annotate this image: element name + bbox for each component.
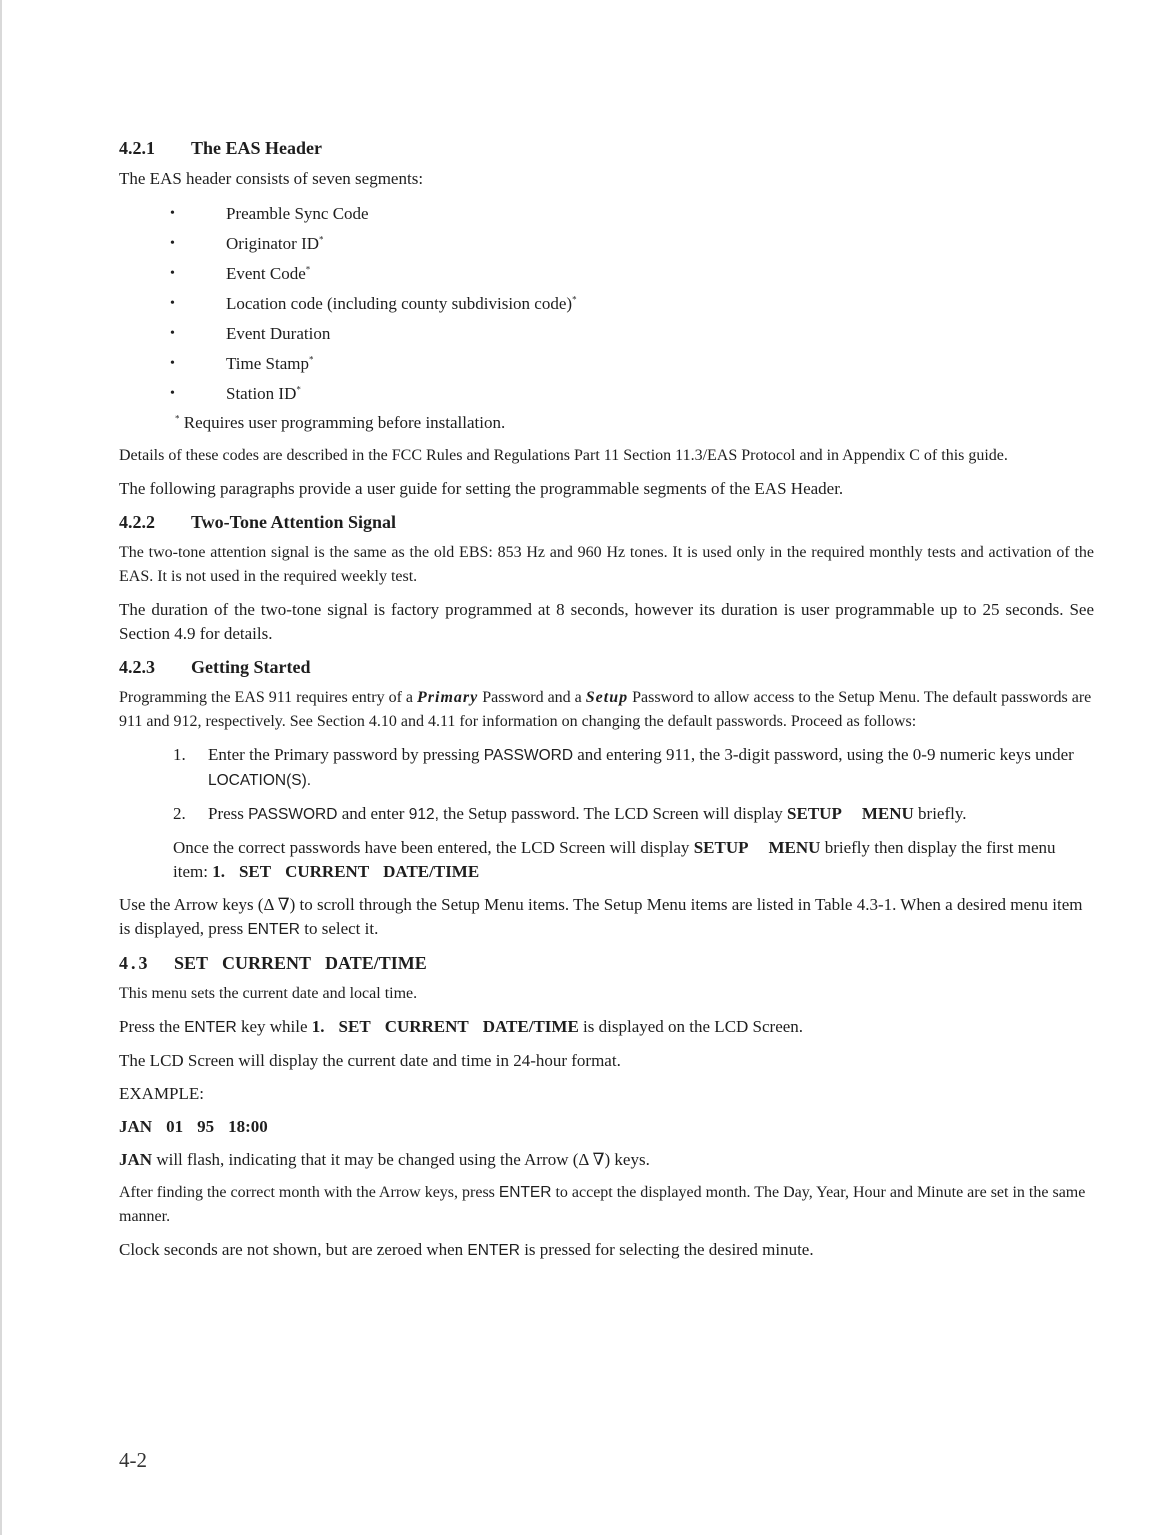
section-heading-4-2-1 — [119, 136, 1094, 160]
bullet-icon: • — [170, 356, 175, 371]
list-item: • Event Duration — [170, 320, 1094, 350]
paragraph: The two-tone attention signal is the same as the old EBS: 853 Hz and 960 Hz tones. It is used only in the required monthly tests and activation of the EAS. It is not used in the required weekly test. — [119, 544, 1094, 585]
primary-emphasis: Primary — [417, 689, 479, 706]
section-number: 4.2.1 — [119, 138, 155, 158]
paragraph: The LCD Screen will display the current date and time in 24-hour format. — [119, 1051, 621, 1070]
paragraph: Press the ENTER key while 1. SET CURRENT DATE/TIME is displayed on the LCD Screen. — [119, 1017, 804, 1036]
key-label: PASSWORD — [248, 806, 338, 823]
page-number: 4-2 — [119, 1448, 147, 1472]
key-label: LOCATION(S). — [208, 772, 312, 789]
paragraph: Once the correct passwords have been entered, the LCD Screen will display SETUP MENU briefly then display the first menu item: 1. SET CURRENT DATE/TIME — [173, 838, 1056, 881]
section-heading-4-2-3 — [119, 655, 1094, 679]
bullet-icon: • — [170, 206, 175, 221]
asterisk-marker: * — [296, 384, 301, 395]
asterisk-marker: * — [305, 264, 311, 275]
list-item: 2. Press PASSWORD and enter 912, the Setup password. The LCD Screen will display SETUP MENU briefly. — [173, 802, 1094, 827]
lcd-text: 1. SET CURRENT DATE/TIME — [311, 1017, 579, 1036]
step-number: 2. — [173, 804, 186, 823]
paragraph: Details of these codes are described in the FCC Rules and Regulations Part 11 Section 11.3/EAS Protocol and in Appendix C of this guide. — [119, 447, 1008, 464]
key-label: ENTER — [467, 1242, 520, 1259]
document-page — [119, 136, 1094, 1272]
section-title: Two-Tone Attention Signal — [191, 512, 397, 532]
bullet-icon: • — [170, 386, 175, 401]
paragraph: Programming the EAS 911 requires entry of a Primary Password and a Setup Password to allow access to the Setup Menu. The default passwords are 911 and 912, respectively. See Section 4.10 and 4.11 for information on changing the default passwords. Proceed as follows: — [119, 689, 1092, 730]
bullet-icon: • — [170, 236, 175, 251]
list-item: • Location code (including county subdivision code)* — [170, 290, 1094, 320]
section-number: 4.3 — [119, 953, 151, 973]
section-heading-4-3: 4.3 SET CURRENT DATE/TIME — [119, 953, 427, 973]
bullet-icon: • — [170, 266, 175, 281]
lcd-text: MENU — [861, 804, 914, 823]
section-heading-4-2-2 — [119, 510, 1094, 534]
asterisk-marker: * — [572, 294, 577, 305]
lcd-text: SETUP — [693, 838, 749, 857]
segment-list — [170, 200, 1094, 410]
asterisk-marker: * — [319, 234, 324, 245]
bullet-icon: • — [170, 296, 175, 311]
lcd-text: 1. SET CURRENT DATE/TIME — [212, 862, 480, 881]
section-title: The EAS Header — [191, 138, 323, 158]
key-label: ENTER — [498, 1184, 552, 1201]
list-item: • Time Stamp* — [170, 350, 1094, 380]
paragraph: After finding the correct month with the Arrow keys, press ENTER to accept the displayed month. The Day, Year, Hour and Minute are set in the same manner. — [119, 1184, 1086, 1225]
paragraph: The duration of the two-tone signal is factory programmed at 8 seconds, however its duration is user programmable up to 25 seconds. See Section 4.9 for details. — [119, 600, 1094, 643]
step-number: 1. — [173, 745, 186, 764]
list-item: • Preamble Sync Code — [170, 200, 1094, 230]
asterisk-marker: * — [175, 413, 180, 424]
paragraph: Clock seconds are not shown, but are zeroed when ENTER is pressed for selecting the desired minute. — [119, 1240, 814, 1259]
lcd-text: JAN — [119, 1150, 153, 1169]
procedure-steps — [173, 743, 1094, 827]
example-label: EXAMPLE: — [119, 1084, 204, 1103]
list-item: • Originator ID* — [170, 230, 1094, 260]
footnote: * Requires user programming before installation. — [175, 413, 506, 432]
paragraph: Use the Arrow keys (Δ ∇) to scroll through the Setup Menu items. The Setup Menu items are listed in Table 4.3-1. When a desired menu item is displayed, press ENTER to select it. — [119, 895, 1083, 938]
list-item: • Event Code* — [170, 260, 1094, 290]
asterisk-marker: * — [308, 354, 314, 365]
example-display: JAN 01 95 18:00 — [119, 1117, 268, 1136]
section-number: 4.2.2 — [119, 512, 155, 532]
paragraph: This menu sets the current date and local time. — [119, 985, 418, 1002]
key-label: ENTER — [247, 921, 300, 938]
paragraph: JAN will flash, indicating that it may be changed using the Arrow (Δ ∇) keys. — [119, 1150, 650, 1169]
list-item: 1. Enter the Primary password by pressing PASSWORD and entering 911, the 3-digit password, using the 0-9 numeric keys under LOCATION(S). — [173, 745, 1074, 789]
paragraph: The EAS header consists of seven segments: — [119, 169, 424, 188]
scan-edge — [0, 0, 2, 1535]
section-number: 4.2.3 — [119, 657, 155, 677]
lcd-text: MENU — [768, 838, 821, 857]
paragraph: The following paragraphs provide a user guide for setting the programmable segments of the EAS Header. — [119, 479, 844, 498]
section-title: Getting Started — [191, 657, 311, 677]
key-label: PASSWORD — [483, 747, 574, 764]
lcd-text: SETUP — [787, 804, 842, 823]
list-item: • Station ID* — [170, 380, 1094, 410]
key-label: 912, — [408, 806, 439, 823]
setup-emphasis: Setup — [585, 689, 629, 706]
key-label: ENTER — [184, 1019, 237, 1036]
bullet-icon: • — [170, 326, 175, 341]
